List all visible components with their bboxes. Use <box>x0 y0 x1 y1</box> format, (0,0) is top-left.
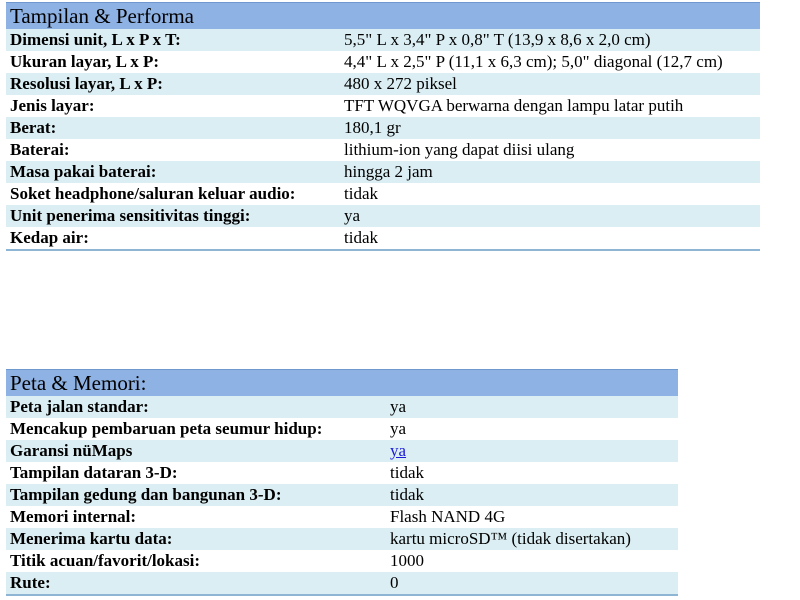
spec-value: hingga 2 jam <box>340 161 760 183</box>
table-row <box>6 139 760 161</box>
spec-label: Garansi nüMaps <box>6 440 386 462</box>
table-row <box>6 227 760 250</box>
spec-label: Mencakup pembaruan peta seumur hidup: <box>10 419 323 438</box>
spec-value: TFT WQVGA berwarna dengan lampu latar putih <box>344 96 684 115</box>
table-row <box>6 484 678 506</box>
spec-label: Kedap air: <box>6 227 340 250</box>
spec-label: Rute: <box>6 572 386 595</box>
table-row <box>6 418 678 440</box>
spec-value: 1000 <box>390 551 424 570</box>
spec-value: 0 <box>386 572 678 595</box>
spec-label: Tampilan dataran 3-D: <box>10 463 178 482</box>
spec-label: Tampilan gedung dan bangunan 3-D: <box>6 484 386 506</box>
table-row <box>6 183 760 205</box>
spec-value: tidak <box>344 184 378 203</box>
spec-label: Titik acuan/favorit/lokasi: <box>10 551 201 570</box>
spec-value: kartu microSD™ (tidak disertakan) <box>386 528 678 550</box>
performance-spec-table <box>6 2 760 251</box>
spec-value: ya <box>390 419 407 438</box>
spec-value: 4,4" L x 2,5" P (11,1 x 6,3 cm); 5,0" diagonal (12,7 cm) <box>344 52 723 71</box>
spec-value: 480 x 272 piksel <box>340 73 760 95</box>
spec-value: tidak <box>390 463 424 482</box>
spec-label: Berat: <box>6 117 340 139</box>
table-row <box>6 550 678 572</box>
section-header <box>6 370 678 397</box>
spec-value: 180,1 gr <box>340 117 760 139</box>
numaps-warranty-link[interactable]: ya <box>390 441 407 460</box>
table-row <box>6 572 678 595</box>
spec-value: tidak <box>386 484 678 506</box>
section-header <box>6 3 760 30</box>
spec-value: Flash NAND 4G <box>390 507 506 526</box>
spec-label: Peta jalan standar: <box>6 396 386 418</box>
spec-value: lithium-ion yang dapat diisi ulang <box>344 140 575 159</box>
spec-label: Menerima kartu data: <box>6 528 386 550</box>
table-row <box>6 95 760 117</box>
spec-label: Ukuran layar, L x P: <box>10 52 160 71</box>
table-row <box>6 396 678 418</box>
table-row <box>6 506 678 528</box>
spec-label: Memori internal: <box>10 507 137 526</box>
spec-value <box>386 440 678 462</box>
table-row <box>6 117 760 139</box>
table-row <box>6 205 760 227</box>
spec-value: ya <box>340 205 760 227</box>
section-title: Tampilan & Performa <box>6 3 760 30</box>
spec-label: Jenis layar: <box>10 96 95 115</box>
map-memory-spec-table <box>6 369 678 596</box>
table-row <box>6 29 760 51</box>
spec-value: tidak <box>340 227 760 250</box>
table-row <box>6 161 760 183</box>
section-title: Peta & Memori: <box>6 370 678 397</box>
table-row <box>6 51 760 73</box>
spec-value: ya <box>386 396 678 418</box>
table-row <box>6 528 678 550</box>
table-row <box>6 462 678 484</box>
spec-label: Masa pakai baterai: <box>6 161 340 183</box>
spec-label: Soket headphone/saluran keluar audio: <box>10 184 296 203</box>
spec-label: Baterai: <box>10 140 70 159</box>
spec-value: 5,5" L x 3,4" P x 0,8" T (13,9 x 8,6 x 2,0 cm) <box>340 29 760 51</box>
spec-label: Dimensi unit, L x P x T: <box>6 29 340 51</box>
table-row <box>6 440 678 462</box>
spec-label: Unit penerima sensitivitas tinggi: <box>6 205 340 227</box>
spec-label: Resolusi layar, L x P: <box>6 73 340 95</box>
table-row <box>6 73 760 95</box>
